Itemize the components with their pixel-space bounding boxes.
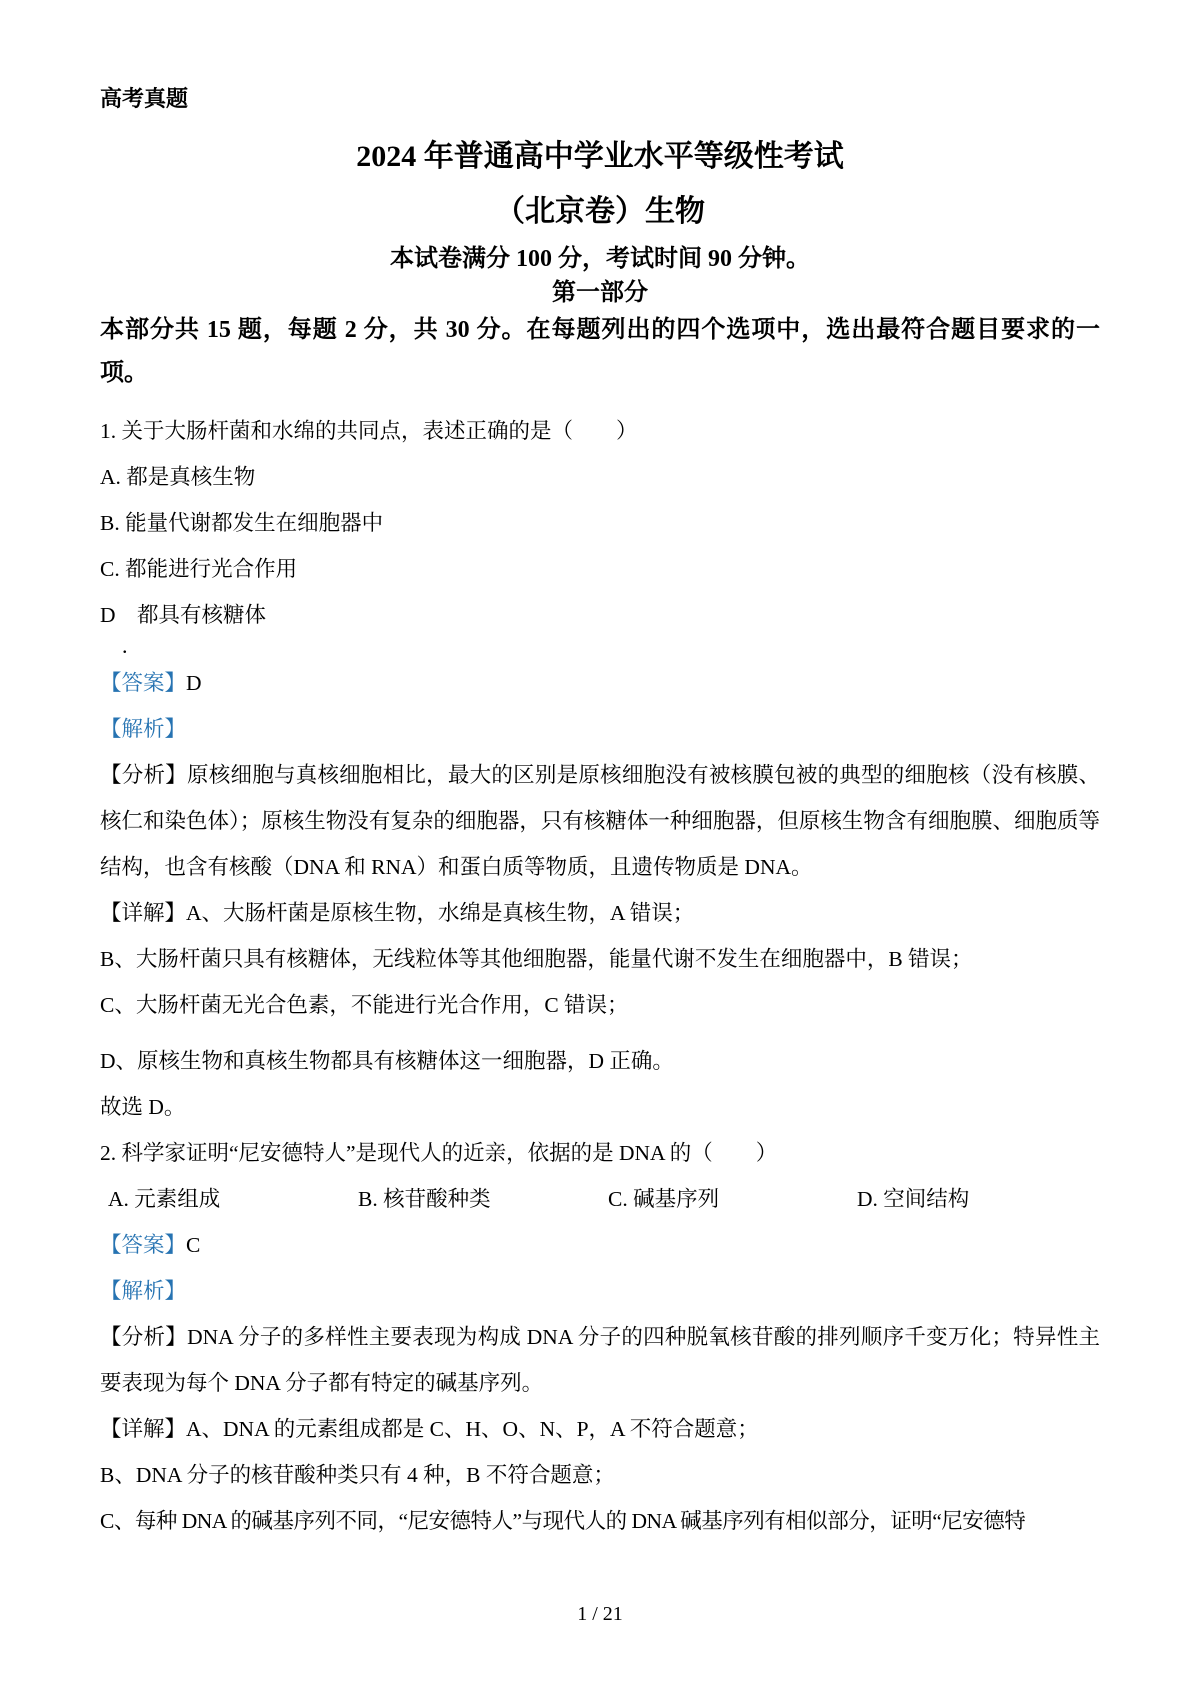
document-title: 2024 年普通高中学业水平等级性考试: [356, 140, 844, 173]
question-2-analysis-label: [100, 1268, 1100, 1314]
question-1-detail-c: C、大肠杆菌无光合色素，不能进行光合作用，C 错误；: [100, 993, 629, 1017]
exam-info: 本试卷满分 100 分，考试时间 90 分钟。: [390, 246, 810, 272]
answer-value: D: [186, 671, 202, 695]
question-2-answer-line: [100, 1222, 1100, 1268]
question-1-answer-line: [100, 660, 1100, 706]
analysis-label: 【解析】: [100, 717, 187, 741]
question-1-analysis-label: [100, 706, 1100, 752]
document-subtitle: （北京卷）生物: [495, 195, 705, 228]
stray-mark: .: [122, 633, 128, 658]
document-tag: 高考真题: [100, 86, 189, 111]
section-heading: 第一部分: [552, 280, 648, 306]
question-2-detail-b: B、DNA 分子的核苷酸种类只有 4 种，B 不符合题意；: [100, 1463, 615, 1487]
answer-value: C: [186, 1233, 201, 1257]
question-1-stem: 1. 关于大肠杆菌和水绵的共同点，表述正确的是（ ）: [100, 419, 638, 443]
question-2-option-a: A. 元素组成: [108, 1187, 221, 1211]
question-1-option-b: B. 能量代谢都发生在细胞器中: [100, 511, 384, 535]
question-1-detail-a: 【详解】A、大肠杆菌是原核生物，水绵是真核生物，A 错误；: [100, 901, 695, 925]
analysis-label: 【解析】: [100, 1279, 187, 1303]
question-2-options-row: [100, 1176, 1100, 1222]
answer-label: 【答案】: [100, 671, 187, 695]
section-instruction: 本部分共 15 题，每题 2 分，共 30 分。在每题列出的四个选项中，选出最符合题目要求的一项。: [100, 317, 1100, 386]
question-1-analysis: 【分析】原核细胞与真核细胞相比，最大的区别是原核细胞没有被核膜包被的典型的细胞核（没有核膜、核仁和染色体）；原核生物没有复杂的细胞器，只有核糖体一种细胞器，但原核生物含有细胞膜、细胞质等结构，也含有核酸（DNA 和 RNA）和蛋白质等物质，且遗传物质是 DNA。: [100, 763, 1100, 879]
question-2-option-b: B. 核苷酸种类: [358, 1187, 491, 1211]
question-2-option-c: C. 碱基序列: [608, 1187, 720, 1211]
question-1-option-d: D 都具有核糖体: [100, 603, 267, 627]
question-1-detail-b: B、大肠杆菌只具有核糖体，无线粒体等其他细胞器，能量代谢不发生在细胞器中，B 错误；: [100, 947, 973, 971]
question-1-option-a: A. 都是真核生物: [100, 465, 256, 489]
question-1-option-c: C. 都能进行光合作用: [100, 557, 298, 581]
question-2-stem: 2. 科学家证明“尼安德特人”是现代人的近亲，依据的是 DNA 的（ ）: [100, 1141, 778, 1165]
question-1-detail-d: D、原核生物和真核生物都具有核糖体这一细胞器，D 正确。: [100, 1049, 674, 1073]
question-2-detail-a: 【详解】A、DNA 的元素组成都是 C、H、O、N、P，A 不符合题意；: [100, 1417, 759, 1441]
question-2-option-d: D. 空间结构: [857, 1187, 970, 1211]
question-2-detail-c: C、每种 DNA 的碱基序列不同，“尼安德特人”与现代人的 DNA 碱基序列有相似部分，证明“尼安德特: [100, 1509, 1026, 1533]
answer-label: 【答案】: [100, 1233, 187, 1257]
question-1-conclusion: 故选 D。: [100, 1095, 186, 1119]
question-2-analysis: 【分析】DNA 分子的多样性主要表现为构成 DNA 分子的四种脱氧核苷酸的排列顺序千变万化；特异性主要表现为每个 DNA 分子都有特定的碱基序列。: [100, 1325, 1100, 1395]
page-number-footer: 1 / 21: [577, 1603, 623, 1625]
